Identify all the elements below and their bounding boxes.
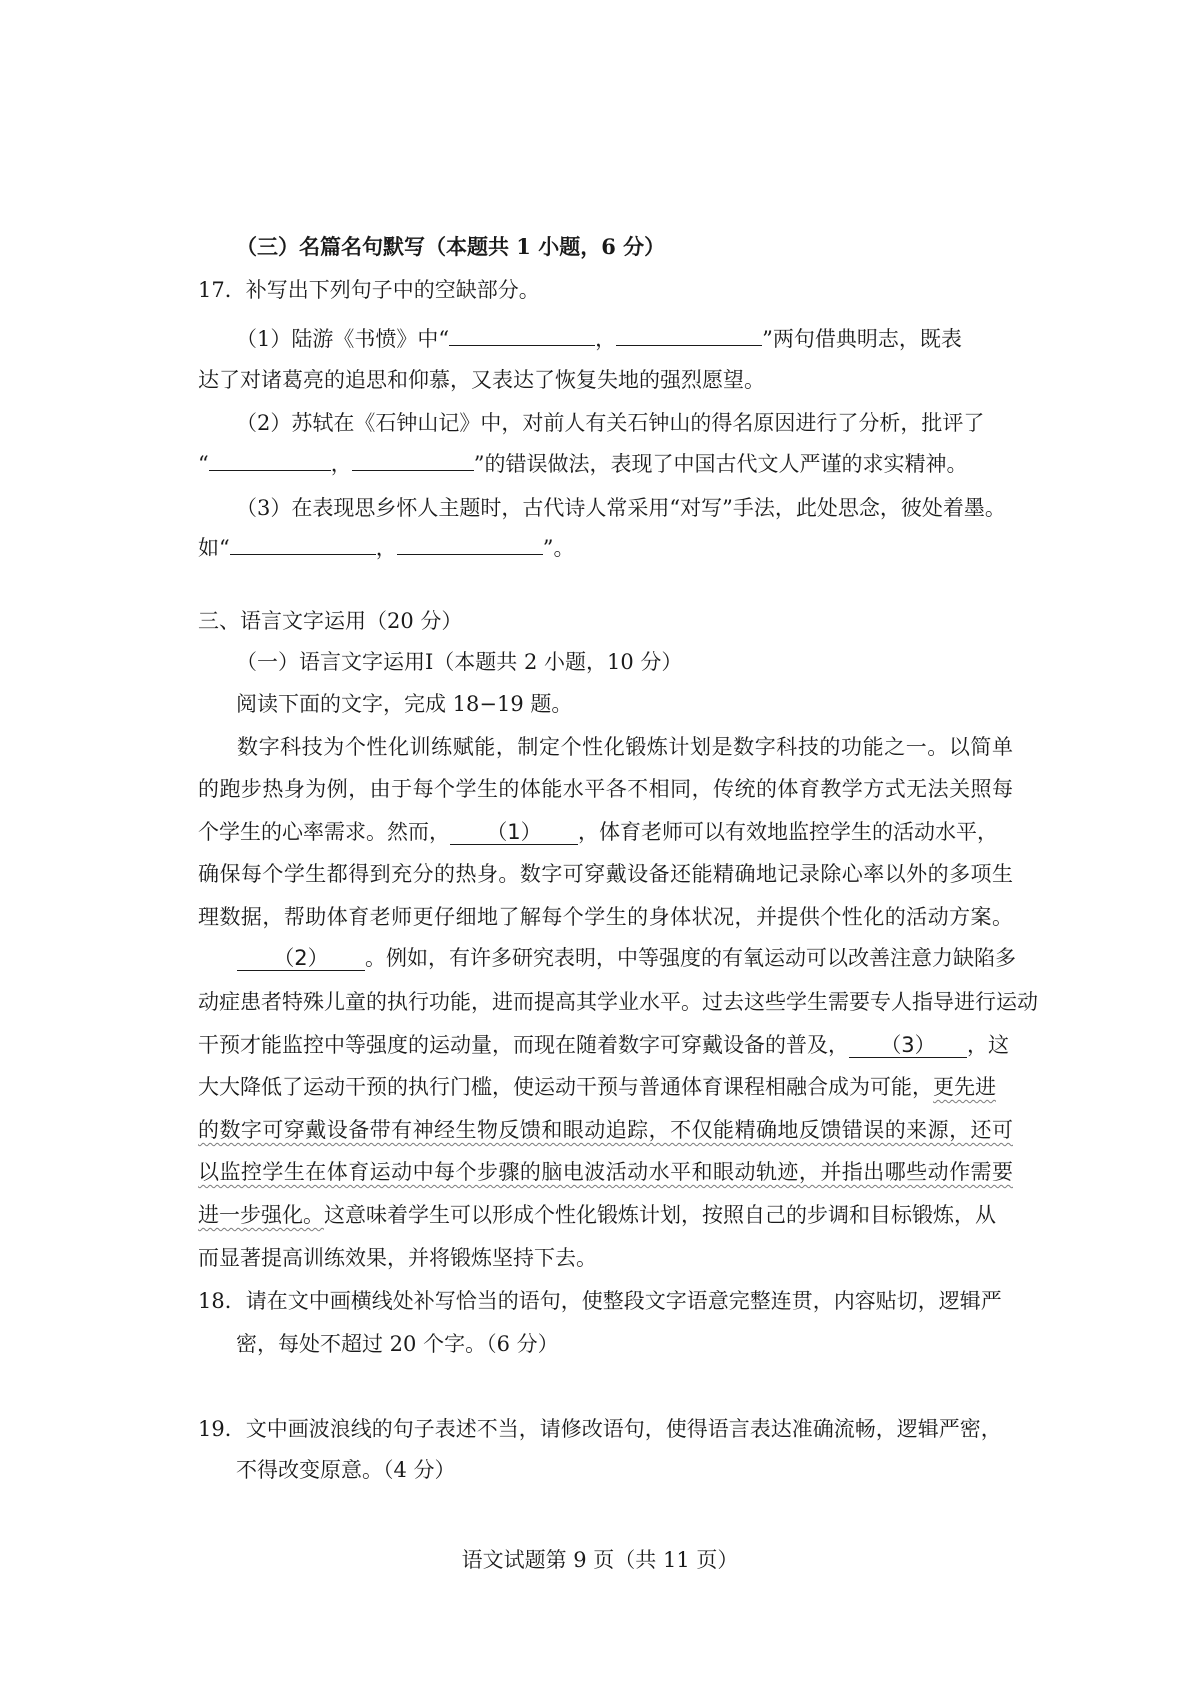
answer-blank[interactable] xyxy=(449,325,595,346)
open-quote: “ xyxy=(198,452,209,476)
passage-text: ，这 xyxy=(967,1033,1009,1057)
question-17-stem: 17．补写出下列句子中的空缺部分。 xyxy=(198,278,540,302)
passage-line: 而显著提高训练效果，并将锻炼坚持下去。 xyxy=(198,1246,597,1270)
reading-instructions: 阅读下面的文字，完成 18−19 题。 xyxy=(236,692,573,716)
question-19-line2: 不得改变原意。（4 分） xyxy=(236,1458,456,1482)
passage-line xyxy=(198,1201,1013,1229)
passage-line: 数字科技为个性化训练赋能，制定个性化锻炼计划是数字科技的功能之一。以简单 xyxy=(237,735,1013,759)
q17-part1-line1 xyxy=(236,325,962,353)
passage-line xyxy=(198,1031,1013,1059)
q17-part2-line1: （2）苏轼在《石钟山记》中，对前人有关石钟山的得名原因进行了分析，批评了 xyxy=(236,411,985,435)
part-title: 三、语言文字运用（20 分） xyxy=(198,609,463,633)
passage-line xyxy=(198,1073,1013,1101)
passage-text: 大大降低了运动干预的执行门槛，使运动干预与普通体育课程相融合成为可能， xyxy=(198,1075,933,1099)
question-19-line1: 19．文中画波浪线的句子表述不当，请修改语句，使得语言表达准确流畅，逻辑严密， xyxy=(198,1417,1002,1441)
q17-part3-line2 xyxy=(198,534,575,562)
answer-blank[interactable] xyxy=(352,450,474,471)
passage-line: 理数据，帮助体育老师更仔细地了解每个学生的身体状况，并提供个性化的活动方案。 xyxy=(198,905,1013,929)
q17-part3-close: ”。 xyxy=(542,536,575,560)
q17-part1-text-b: ”两句借典明志，既表 xyxy=(762,327,962,351)
wavy-underlined-sentence: 进一步强化。 xyxy=(198,1203,324,1227)
section-heading: （三）名篇名句默写（本题共 1 小题，6 分） xyxy=(236,234,666,259)
passage-text: 个学生的心率需求。然而， xyxy=(198,820,450,844)
passage-text: 。例如，有许多研究表明，中等强度的有氧运动可以改善注意力缺陷多 xyxy=(365,946,1016,970)
q17-part1-sep: ， xyxy=(595,327,617,351)
passage-line xyxy=(198,1116,1013,1144)
answer-blank[interactable] xyxy=(230,534,376,555)
open-quote: 如“ xyxy=(198,536,230,560)
answer-blank[interactable] xyxy=(616,325,762,346)
q17-part1-text-a: （1）陆游《书愤》中“ xyxy=(236,327,450,351)
wavy-underlined-sentence: 以监控学生在体育运动中每个步骤的脑电波活动水平和眼动轨迹，并指出哪些动作需要 xyxy=(198,1160,1013,1184)
q17-part2-line2 xyxy=(198,450,967,478)
question-18-line1: 18．请在文中画横线处补写恰当的语句，使整段文字语意完整连贯，内容贴切，逻辑严 xyxy=(198,1289,1002,1313)
passage-line xyxy=(198,1158,1013,1186)
q17-part2-sep: ， xyxy=(330,452,352,476)
wavy-underlined-sentence: 更先进 xyxy=(933,1075,996,1099)
answer-blank[interactable] xyxy=(209,450,331,471)
answer-blank-3[interactable]: （3） xyxy=(849,1033,967,1058)
q17-part3-sep: ， xyxy=(375,536,397,560)
answer-blank[interactable] xyxy=(397,534,543,555)
passage-line: 确保每个学生都得到充分的热身。数字可穿戴设备还能精确地记录除心率以外的多项生 xyxy=(198,862,1013,886)
question-18-line2: 密，每处不超过 20 个字。（6 分） xyxy=(236,1332,559,1356)
q17-part1-line2: 达了对诸葛亮的追思和仰慕，又表达了恢复失地的强烈愿望。 xyxy=(198,368,765,392)
page-footer: 语文试题第 9 页（共 11 页） xyxy=(461,1548,739,1572)
wavy-underlined-sentence: 的数字可穿戴设备带有神经生物反馈和眼动追踪，不仅能精确地反馈错误的来源，还可 xyxy=(198,1118,1013,1142)
q17-part2-close: ”的错误做法，表现了中国古代文人严谨的求实精神。 xyxy=(473,452,968,476)
passage-line: 的跑步热身为例，由于每个学生的体能水平各不相同，传统的体育教学方式无法关照每 xyxy=(198,777,1013,801)
answer-blank-2[interactable]: （2） xyxy=(237,946,365,971)
q17-part3-line1: （3）在表现思乡怀人主题时，古代诗人常采用“对写”手法，此处思念，彼处着墨。 xyxy=(236,496,1006,520)
passage-text: ，体育老师可以有效地监控学生的活动水平， xyxy=(578,820,998,844)
answer-blank-1[interactable]: （1） xyxy=(450,820,578,845)
passage-text: 这意味着学生可以形成个性化锻炼计划，按照自己的步调和目标锻炼，从 xyxy=(324,1203,996,1227)
part-subtitle: （一）语言文字运用Ⅰ（本题共 2 小题，10 分） xyxy=(236,650,683,674)
passage-line xyxy=(237,944,1016,972)
passage-line: 动症患者特殊儿童的执行功能，进而提高其学业水平。过去这些学生需要专人指导进行运动 xyxy=(198,990,1038,1014)
passage-text: 干预才能监控中等强度的运动量，而现在随着数字可穿戴设备的普及， xyxy=(198,1033,849,1057)
passage-line xyxy=(198,818,1013,846)
